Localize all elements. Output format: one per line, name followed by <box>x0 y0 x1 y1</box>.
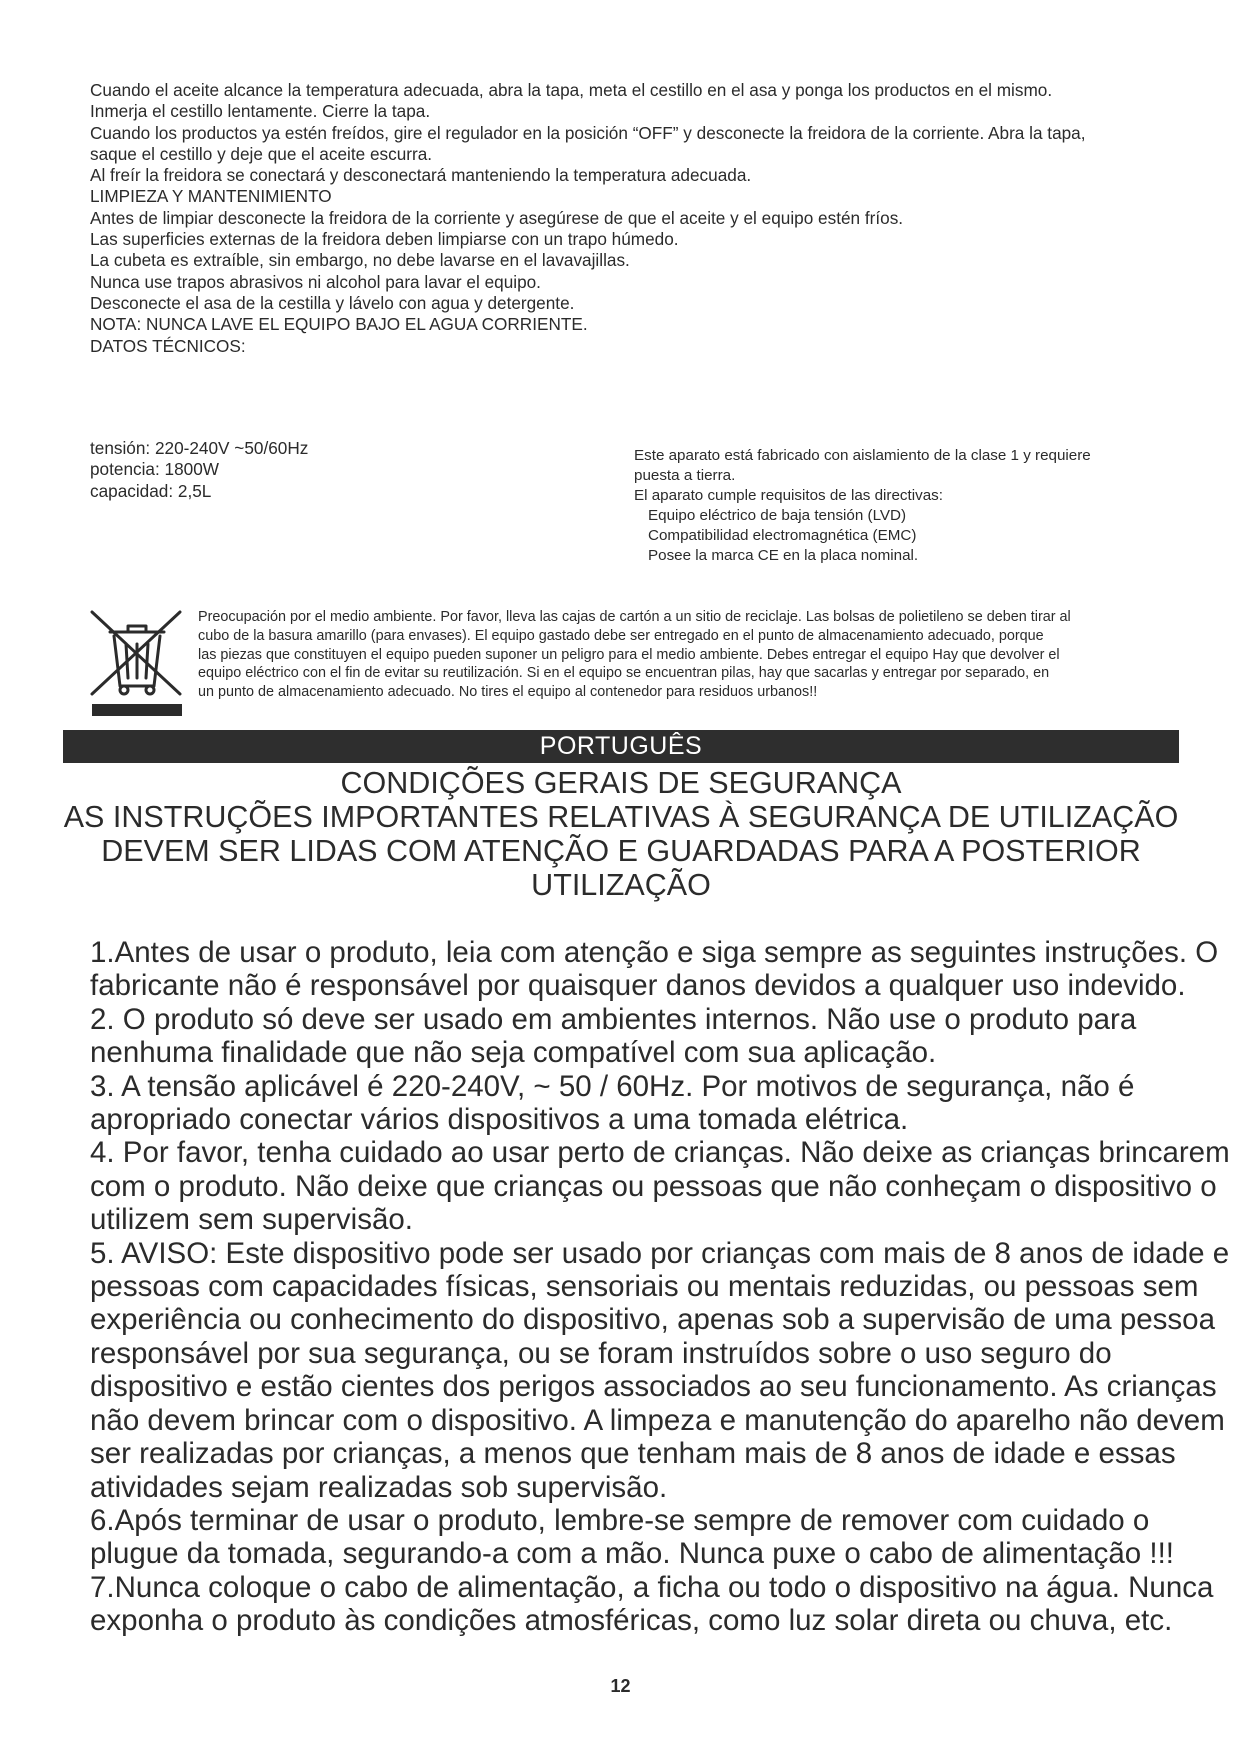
text-line: fabricante não é responsável por quaisquer danos devidos a qualquer uso indevido. <box>90 969 1186 1003</box>
heading-line: CONDIÇÕES GERAIS DE SEGURANÇA <box>340 766 902 800</box>
text-line: atividades sejam realizadas sob supervisão. <box>90 1470 668 1504</box>
text-line: Este aparato está fabricado con aislamiento de la clase 1 y requiere <box>634 447 1091 464</box>
safety-heading <box>63 766 1179 902</box>
text-line: 5. AVISO: Este dispositivo pode ser usado por crianças com mais de 8 anos de idade e <box>90 1236 1230 1270</box>
text-line: apropriado conectar vários dispositivos a uma tomada elétrica. <box>90 1103 909 1137</box>
directive-item: Compatibilidad electromagnética (EMC) <box>648 527 917 544</box>
text-line: cubo de la basura amarillo (para envases). El equipo gastado debe ser entregado en el punto de almacenamiento adecuado, porque <box>198 627 1044 644</box>
text-line: não devem brincar com o dispositivo. A limpeza e manutenção do aparelho não devem <box>90 1403 1225 1437</box>
portuguese-instructions <box>90 936 1230 1638</box>
text-line: Desconecte el asa de la cestilla y lávelo con agua y detergente. <box>90 292 575 313</box>
section-heading-cleaning: LIMPIEZA Y MANTENIMIENTO <box>90 186 332 207</box>
text-line: Inmerja el cestillo lentamente. Cierre la tapa. <box>90 101 431 122</box>
language-section-bar: PORTUGUÊS <box>63 730 1179 763</box>
text-line: 2. O produto só deve ser usado em ambientes internos. Não use o produto para <box>90 1002 1137 1036</box>
spec-voltage: tensión: 220-240V ~50/60Hz <box>90 438 309 458</box>
technical-data <box>90 438 530 502</box>
text-line: El aparato cumple requisitos de las directivas: <box>634 487 943 504</box>
text-line: equipo eléctrico con el fin de evitar su reutilización. Si en el equipo se encuentran pilas, hay que sacarlas y entregar por separado, en <box>198 665 1050 682</box>
text-line: Nunca use trapos abrasivos ni alcohol para lavar el equipo. <box>90 271 541 292</box>
text-line: plugue da tomada, segurando-a com a mão. Nunca puxe o cabo de alimentação !!! <box>90 1537 1174 1571</box>
text-line: Antes de limpiar desconecte la freidora de la corriente y asegúrese de que el aceite y el equipo estén fríos. <box>90 207 904 228</box>
directive-item: Equipo eléctrico de baja tensión (LVD) <box>648 507 907 524</box>
text-line: utilizem sem supervisão. <box>90 1203 413 1237</box>
text-line: experiência ou conhecimento do dispositivo, apenas sob a supervisão de uma pessoa <box>90 1303 1215 1337</box>
text-line: saque el cestillo y deje que el aceite escurra. <box>90 143 433 164</box>
text-line: Preocupación por el medio ambiente. Por favor, lleva las cajas de cartón a un sitio de reciclaje. Las bolsas de polietileno se deben tirar al <box>198 609 1071 625</box>
text-line: Cuando los productos ya estén freídos, gire el regulador en la posición “OFF” y desconecte la freidora de la corriente. Abra la tapa, <box>90 122 1086 143</box>
heading-line: DEVEM SER LIDAS COM ATENÇÃO E GUARDADAS PARA A POSTERIOR <box>101 834 1141 868</box>
text-line: nenhuma finalidade que não seja compatível com sua aplicação. <box>90 1036 937 1070</box>
spec-power: potencia: 1800W <box>90 459 219 480</box>
text-line: las piezas que constituyen el equipo pueden suponer un peligro para el medio ambiente. Debes entregar el equipo Hay que devolver el <box>198 646 1060 663</box>
text-line: exponha o produto às condições atmosféricas, como luz solar direta ou chuva, etc. <box>90 1604 1173 1638</box>
text-line: 1.Antes de usar o produto, leia com atenção e siga sempre as seguintes instruções. O <box>90 936 1219 969</box>
compliance-note <box>634 446 1154 566</box>
text-line: Al freír la freidora se conectará y desconectará manteniendo la temperatura adecuada. <box>90 165 752 186</box>
text-line: Cuando el aceite alcance la temperatura adecuada, abra la tapa, meta el cestillo en el asa y ponga los productos en el mismo. <box>90 80 1053 100</box>
section-heading-technical-data: DATOS TÉCNICOS: <box>90 335 246 356</box>
text-line: 6.Após terminar de usar o produto, lembre-se sempre de remover com cuidado o <box>90 1503 1150 1537</box>
text-line: Las superficies externas de la freidora deben limpiarse con un trapo húmedo. <box>90 229 679 250</box>
spec-capacity: capacidad: 2,5L <box>90 480 212 501</box>
text-line: 7.Nunca coloque o cabo de alimentação, a ficha ou todo o dispositivo na água. Nunca <box>90 1570 1214 1604</box>
spanish-instructions <box>90 80 1190 357</box>
note-line: NOTA: NUNCA LAVE EL EQUIPO BAJO EL AGUA CORRIENTE. <box>90 314 588 335</box>
heading-line: UTILIZAÇÃO <box>531 868 711 902</box>
text-line: dispositivo e estão cientes dos perigos associados ao seu funcionamento. As crianças <box>90 1370 1217 1404</box>
text-line: La cubeta es extraíble, sin embargo, no debe lavarse en el lavavajillas. <box>90 250 630 271</box>
directive-item: Posee la marca CE en la placa nominal. <box>648 547 919 564</box>
text-line: ser realizadas por crianças, a menos que tenham mais de 8 anos de idade e essas <box>90 1437 1176 1471</box>
text-line: puesta a tierra. <box>634 467 736 484</box>
text-line: un punto de almacenamiento adecuado. No tires el equipo al contenedor para residuos urbanos!! <box>198 684 818 701</box>
heading-line: AS INSTRUÇÕES IMPORTANTES RELATIVAS À SEGURANÇA DE UTILIZAÇÃO <box>63 800 1179 834</box>
text-line: 3. A tensão aplicável é 220-240V, ~ 50 / 60Hz. Por motivos de segurança, não é <box>90 1069 1135 1103</box>
text-line: com o produto. Não deixe que crianças ou pessoas que não conheçam o dispositivo o <box>90 1169 1217 1203</box>
page-number: 12 <box>610 1676 631 1696</box>
text-line: pessoas com capacidades físicas, sensoriais ou mentais reduzidas, ou pessoas sem <box>90 1270 1199 1304</box>
weee-crossed-bin-icon <box>88 608 186 720</box>
text-line: responsável por sua segurança, ou se foram instruídos sobre o uso seguro do <box>90 1336 1112 1370</box>
environment-notice <box>198 608 1198 702</box>
text-line: 4. Por favor, tenha cuidado ao usar perto de crianças. Não deixe as crianças brincarem <box>90 1136 1230 1170</box>
